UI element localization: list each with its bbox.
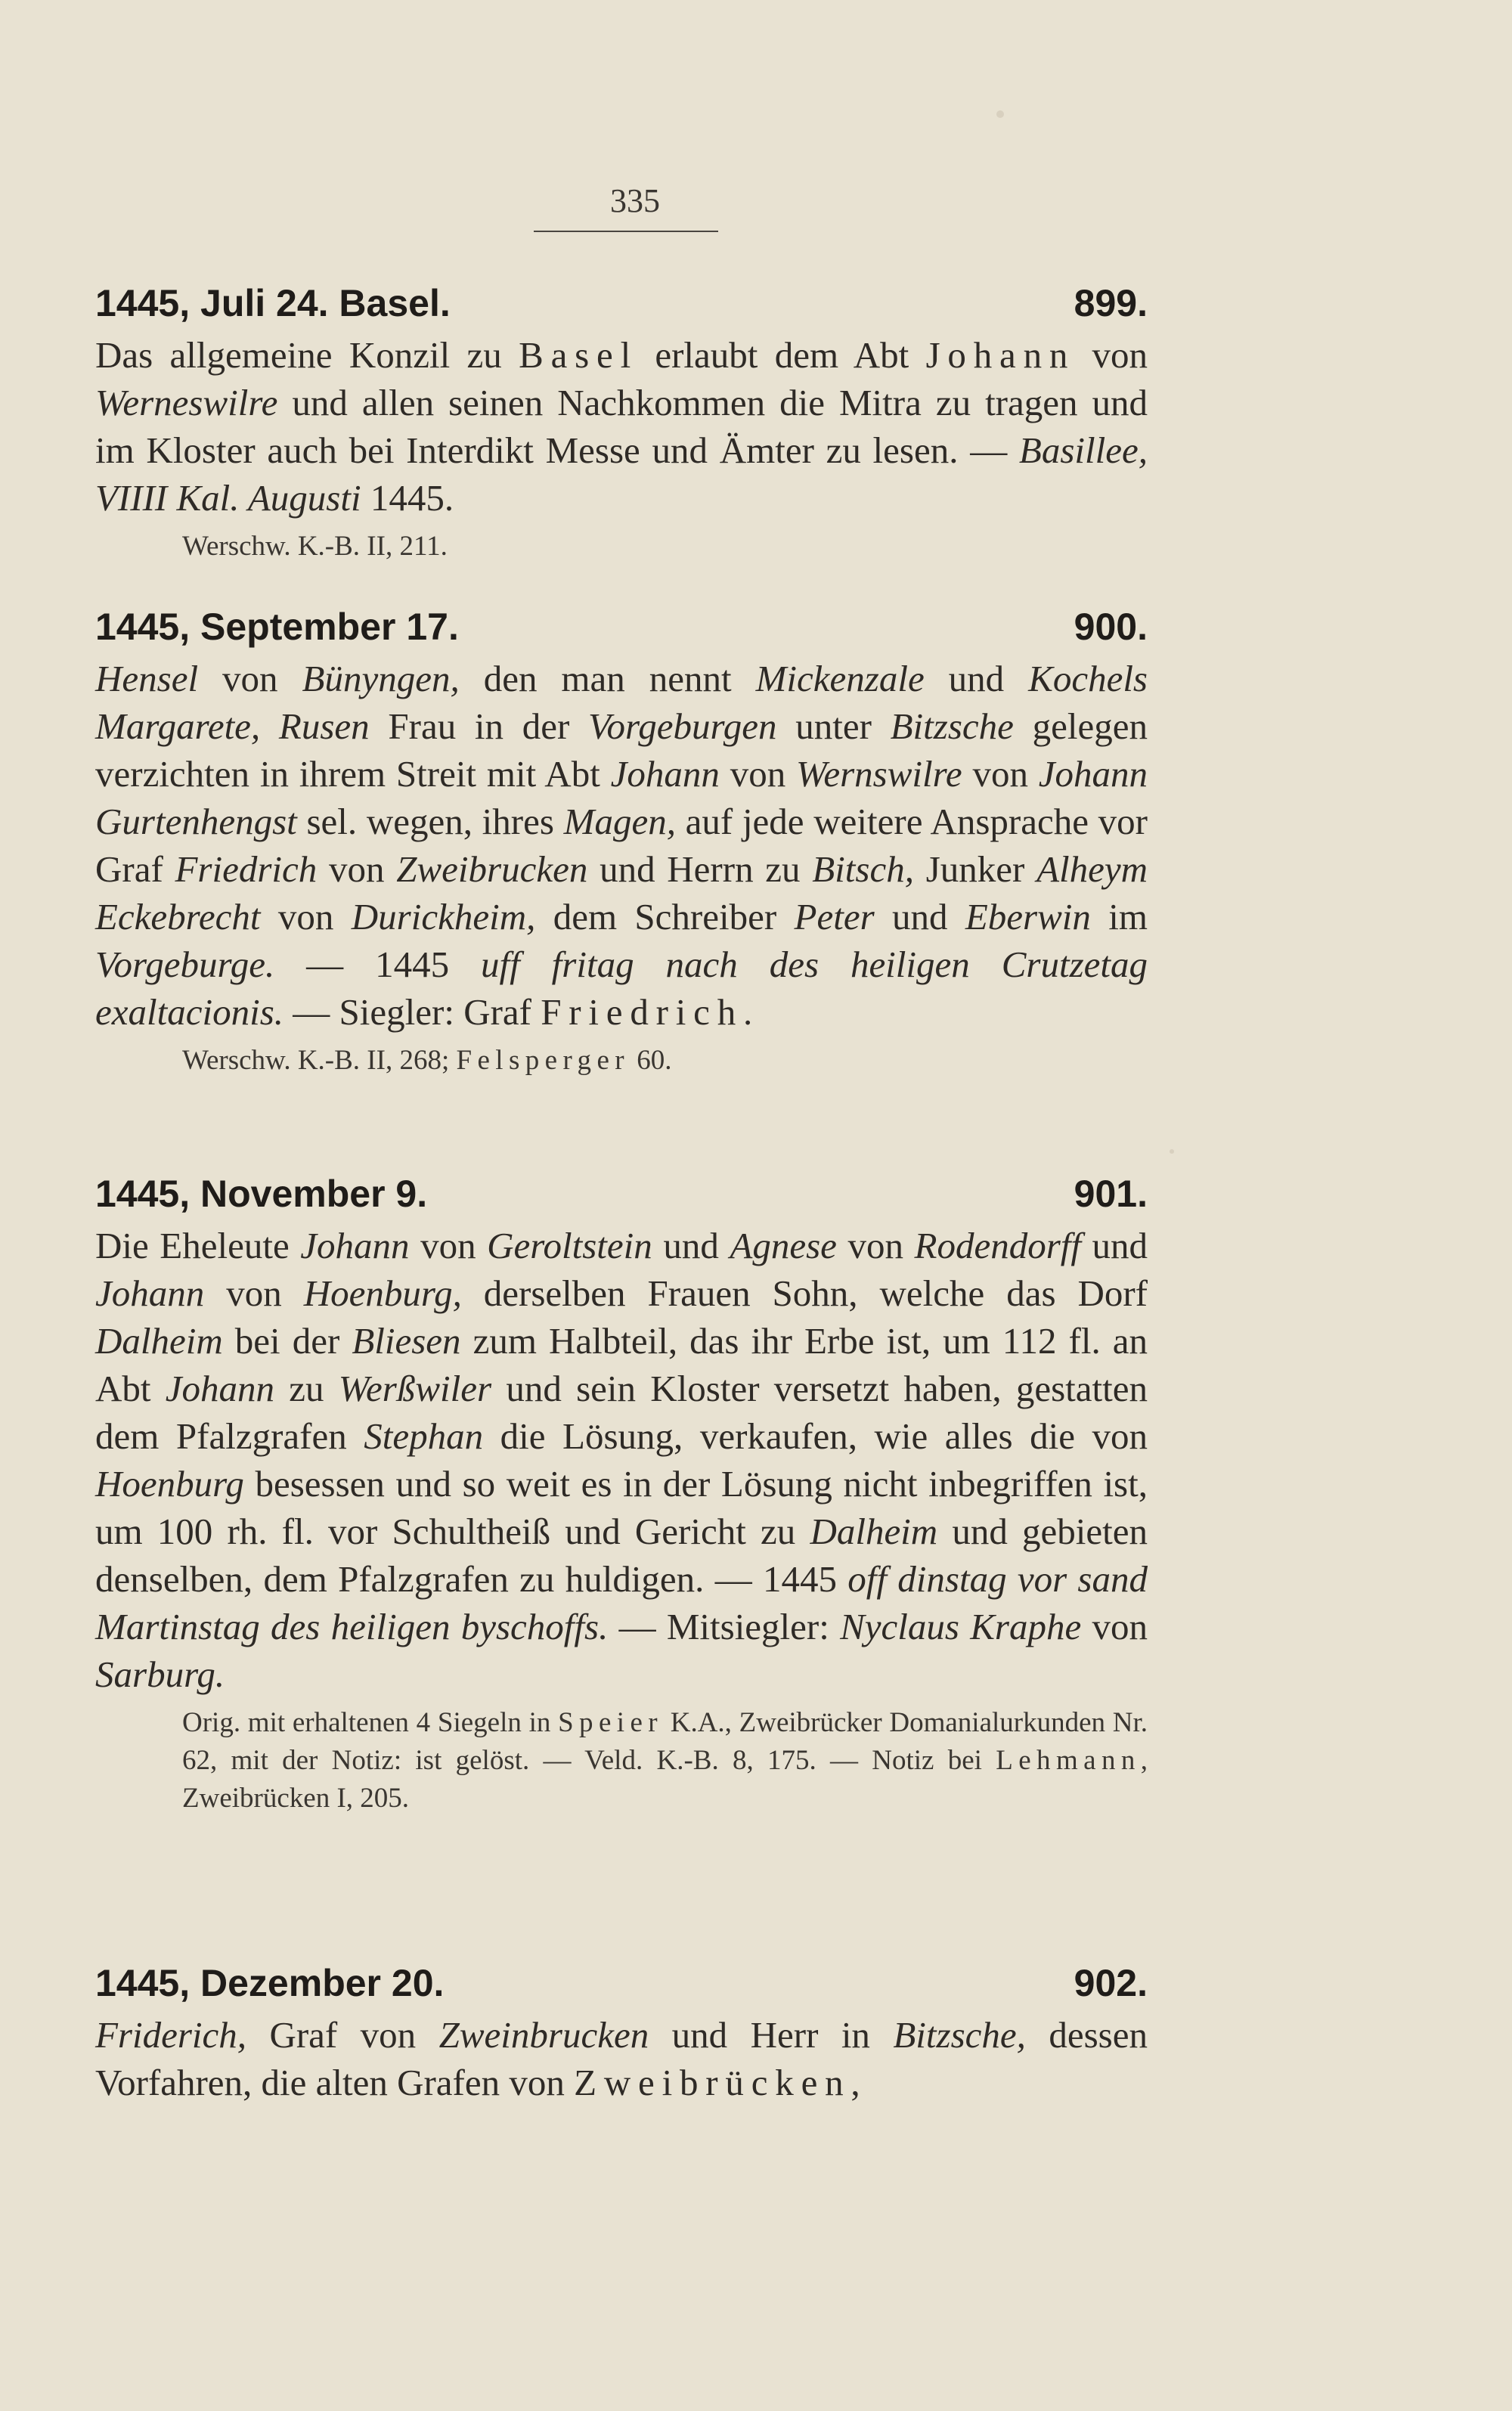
entry-header (95, 1961, 1148, 2008)
entry-date: 1445, Juli 24. Basel. (95, 282, 451, 324)
page-number-rule (534, 231, 718, 232)
entry-number: 902. (1074, 1962, 1148, 2004)
entry-source: Orig. mit erhaltenen 4 Siegeln in Speier K.A., Zweibrücker Domanialurkunden Nr. 62, mit der Notiz: ist gelöst. — Veld. K.-B. 8, 175. — Notiz bei Lehmann, Zweibrücken I, 205. (182, 1707, 1148, 1814)
entry-text: Die Eheleute Johann von Geroltstein und Agnese von Rodendorff und Johann von Hoenburg, derselben Frauen Sohn, welche das Dorf Dalheim bei der Bliesen zum Halbteil, das ihr Erbe ist, um 112 fl. an Abt Johann zu Werßwiler und sein Kloster versetzt haben, gestatten dem Pfalzgrafen Stephan die Lösung, verkaufen, wie alles die von Hoenburg besessen und so weit es in der Lösung nicht inbegriffen ist, um 100 rh. fl. vor Schultheiß und Gericht zu Dalheim und gebieten denselben, dem Pfalzgrafen zu huldigen. — 1445 off dinstag vor sand Martinstag des heiligen byschoffs. — Mitsiegler: Nyclaus Kraphe von Sarburg. (95, 1225, 1148, 1695)
entry-901 (95, 1172, 1148, 1818)
entry-number: 901. (1074, 1173, 1148, 1215)
paper-stain (996, 110, 1004, 118)
entry-899 (95, 281, 1148, 566)
entry-text: Das allgemeine Konzil zu Basel erlaubt dem Abt Johann von Werneswilre und allen seinen Nachkommen die Mitra zu tragen und im Kloster auch bei Interdikt Messe und Ämter zu lesen. — Basillee, VIIII Kal. Augusti 1445. (95, 334, 1148, 519)
entry-text: Friderich, Graf von Zweinbrucken und Herr in Bitzsche, dessen Vorfahren, die alten Grafen von Zweibrücken, (95, 2014, 1148, 2103)
entry-source: Werschw. K.-B. II, 268; Felsperger 60. (182, 1045, 672, 1076)
paper-stain (1170, 1149, 1174, 1154)
entry-902 (95, 1961, 1148, 2106)
entry-date: 1445, Dezember 20. (95, 1962, 445, 2004)
page-number: 335 (610, 182, 660, 219)
entry-900 (95, 605, 1148, 1080)
entry-text: Hensel von Bünyngen, den man nennt Mickenzale und Kochels Margarete, Rusen Frau in der Vorgeburgen unter Bitzsche gelegen verzichten in ihrem Streit mit Abt Johann von Wernswilre von Johann Gurtenhengst sel. wegen, ihres Magen, auf jede weitere Ansprache vor Graf Friedrich von Zweibrucken und Herrn zu Bitsch, Junker Alheym Eckebrecht von Durickheim, dem Schreiber Peter und Eberwin im Vorgeburge. — 1445 uff fritag nach des heiligen Crutzetag exaltacionis. — Siegler: Graf Friedrich. (95, 658, 1148, 1033)
entry-number: 899. (1074, 282, 1148, 324)
entry-date: 1445, September 17. (95, 606, 459, 648)
entry-header (95, 1172, 1148, 1219)
entry-header (95, 605, 1148, 652)
entry-source: Werschw. K.-B. II, 211. (182, 531, 448, 562)
entry-date: 1445, November 9. (95, 1173, 428, 1215)
entry-header (95, 281, 1148, 328)
entry-number: 900. (1074, 606, 1148, 648)
